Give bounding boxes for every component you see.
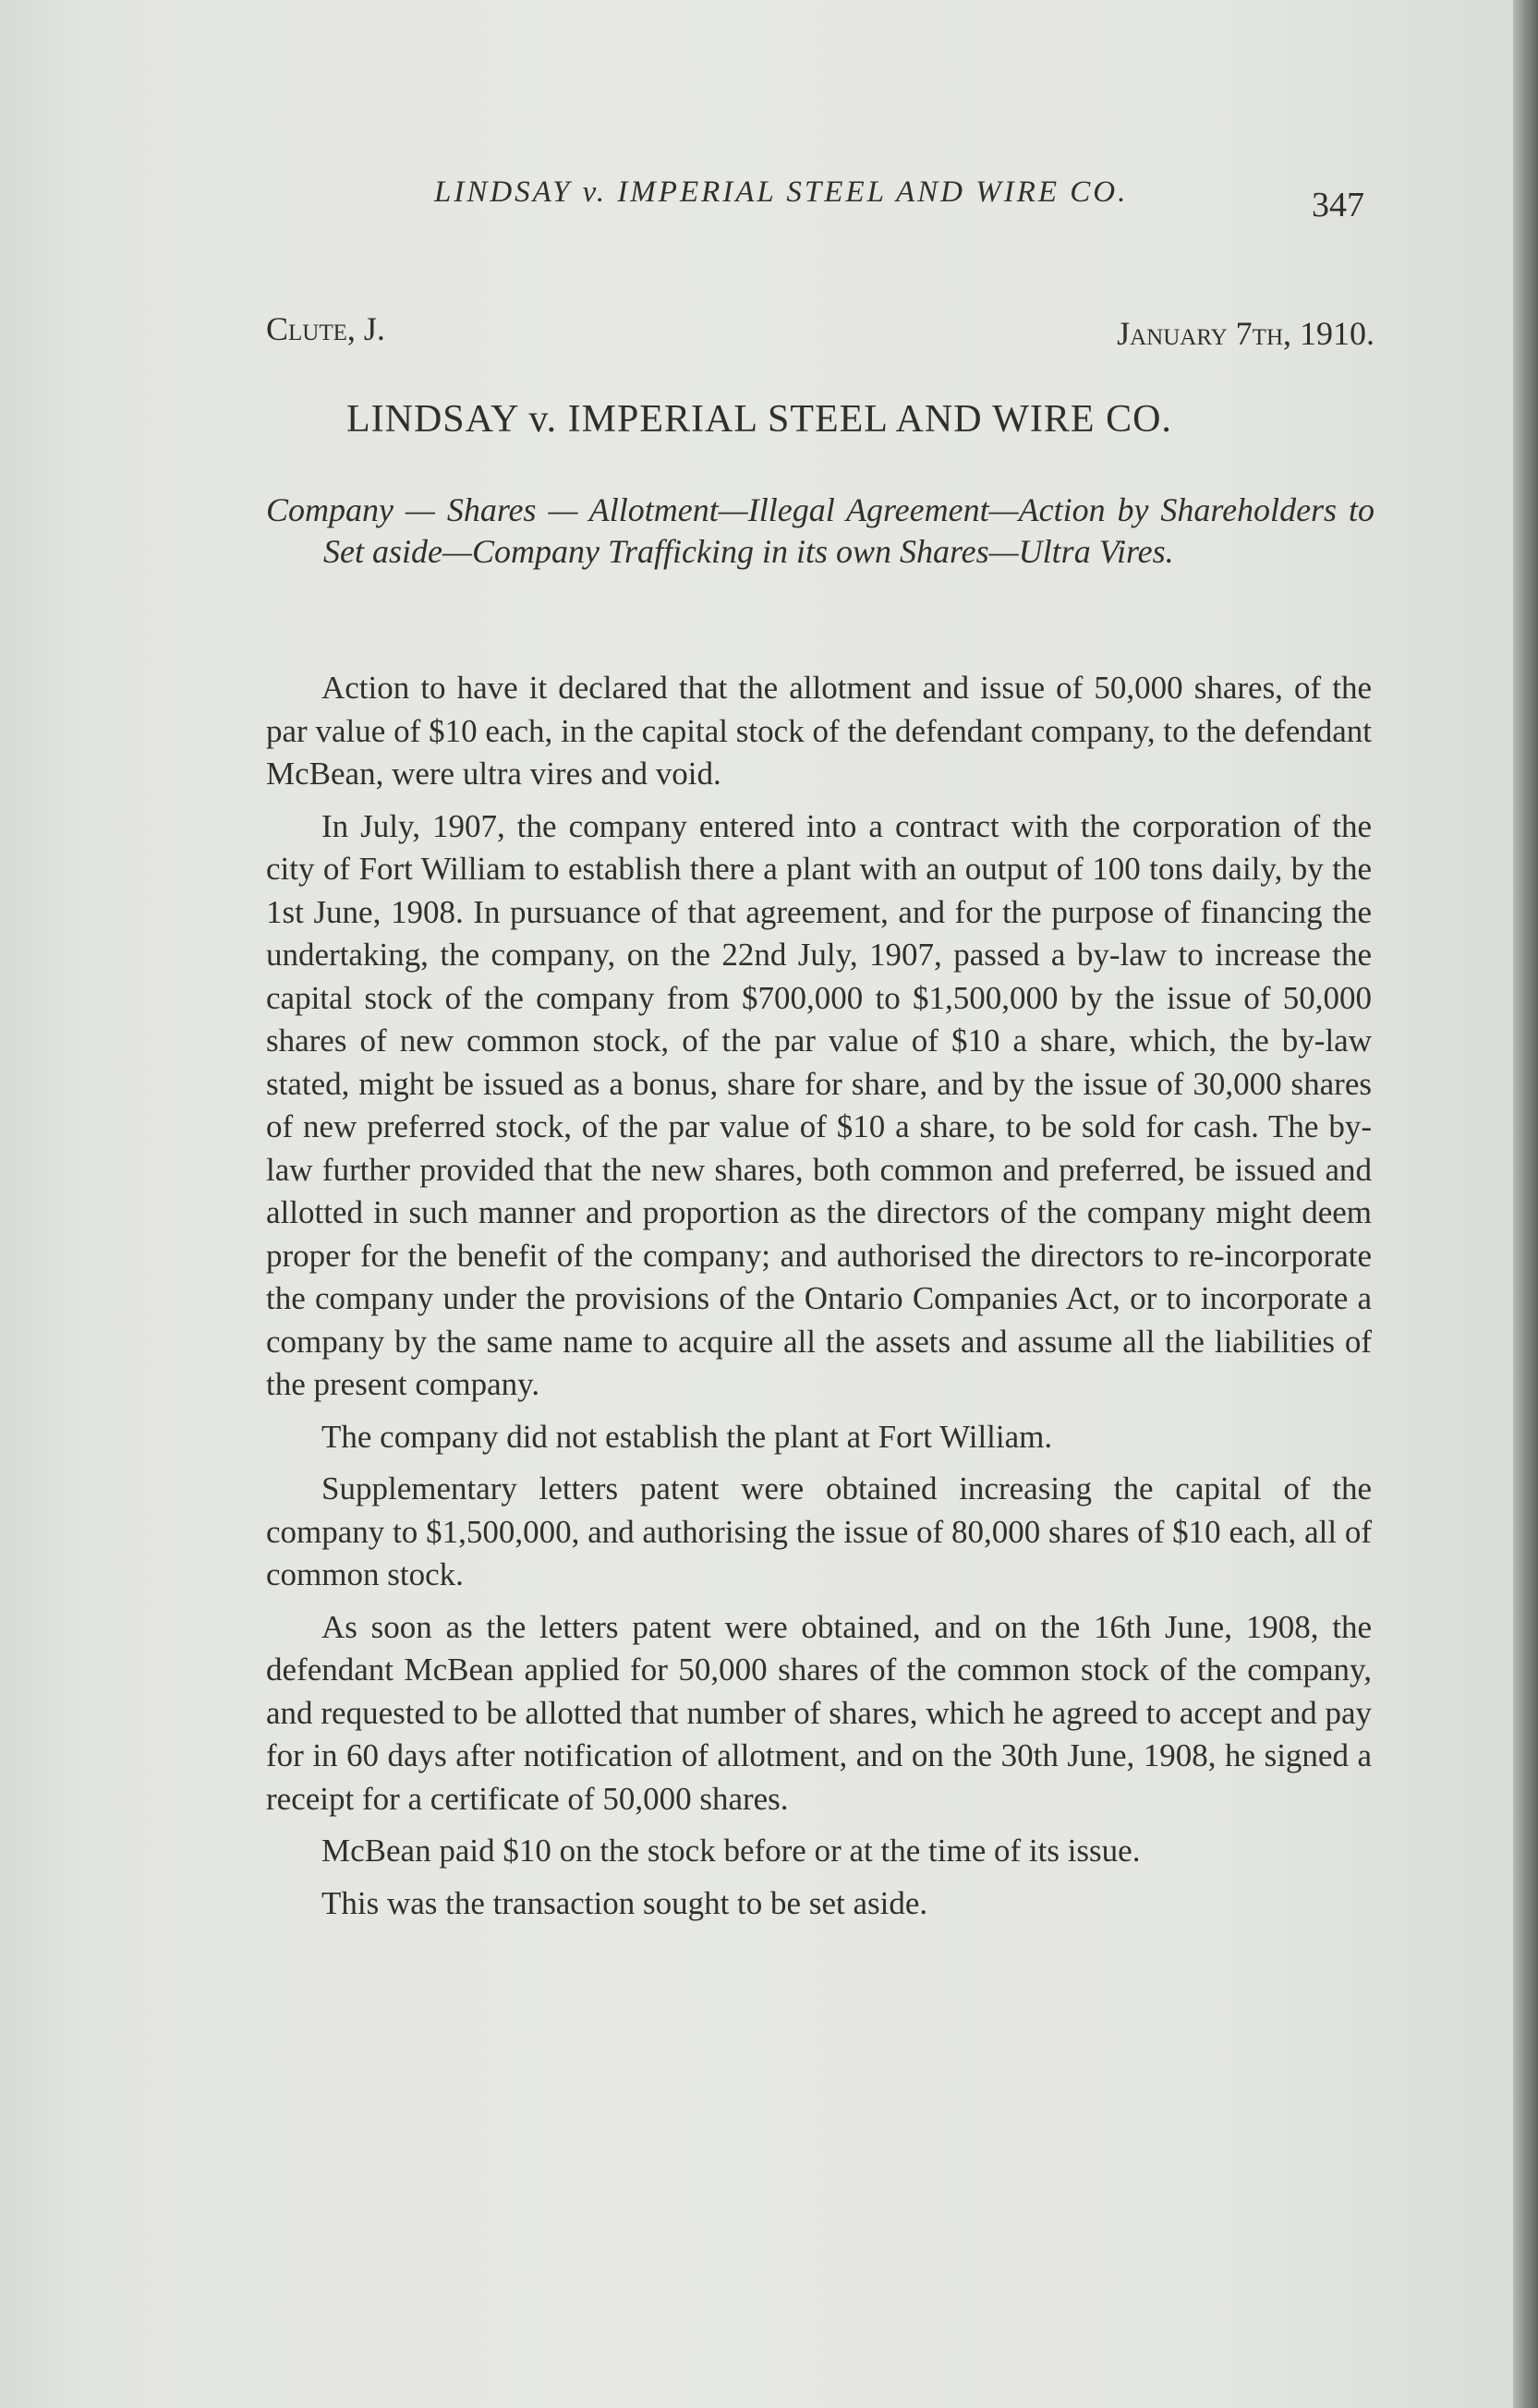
paragraph: In July, 1907, the company entered into a contract with the corporation of the city of Fort William to establish there a plant with an output of 100 tons daily, by the 1st June, 1908. In pursuance of that agreement, and for the purpose of financing the undertaking, the company, on the 22nd July, 1907, passed a by-law to increase the capital stock of the company from $700,000 to $1,500,000 by the issue of 50,000 shares of new common stock, of the par value of $10 a share, which, the by-law stated, might be issued as a bonus, share for share, and by the issue of 30,000 shares of new preferred stock, of the par value of $10 a share, to be sold for cash. The by-law further provided that the new shares, both common and preferred, be issued and allotted in such manner and proportion as the directors of the company might deem proper for the benefit of the company; and authorised the directors to re-incorporate the company under the provisions of the Ontario Companies Act, or to incorporate a company by the same name to acquire all the assets and assume all the liabilities of the present company.	[266, 807, 1372, 1402]
judge-name: Clute, J.	[266, 310, 385, 347]
paragraph: This was the transaction sought to be set aside.	[321, 1884, 928, 1921]
paragraph: McBean paid $10 on the stock before or at the time of its issue.	[321, 1833, 1141, 1869]
page-number: 347	[1312, 186, 1364, 224]
paragraph: Action to have it declared that the allotment and issue of 50,000 shares, of the par value of $10 each, in the capital stock of the defendant company, to the defendant McBean, were ultra vires and void.	[266, 670, 1372, 792]
report-body	[266, 667, 1372, 1934]
paragraph: Supplementary letters patent were obtained increasing the capital of the company to $1,500,000, and authorising the issue of 80,000 shares of $10 each, all of common stock.	[266, 1470, 1372, 1592]
running-head: LINDSAY v. IMPERIAL STEEL AND WIRE CO.	[434, 175, 1129, 209]
catchwords: Company — Shares — Allotment—Illegal Agreement—Action by Shareholders to Set aside—Company Trafficking in its own Shares—Ultra Vires.	[266, 491, 1375, 570]
book-gutter-shadow	[1513, 0, 1538, 2408]
paragraph: The company did not establish the plant at Fort William.	[321, 1418, 1053, 1455]
judgment-date: January 7th, 1910.	[1117, 315, 1375, 352]
paragraph: As soon as the letters patent were obtained, and on the 16th June, 1908, the defendant McBean applied for 50,000 shares of the common stock of the company, and requested to be allotted that number of shares, which he agreed to accept and pay for in 60 days after notification of allotment, and on the 30th June, 1908, he signed a receipt for a certificate of 50,000 shares.	[266, 1608, 1372, 1817]
case-title: LINDSAY v. IMPERIAL STEEL AND WIRE CO.	[346, 398, 1172, 441]
